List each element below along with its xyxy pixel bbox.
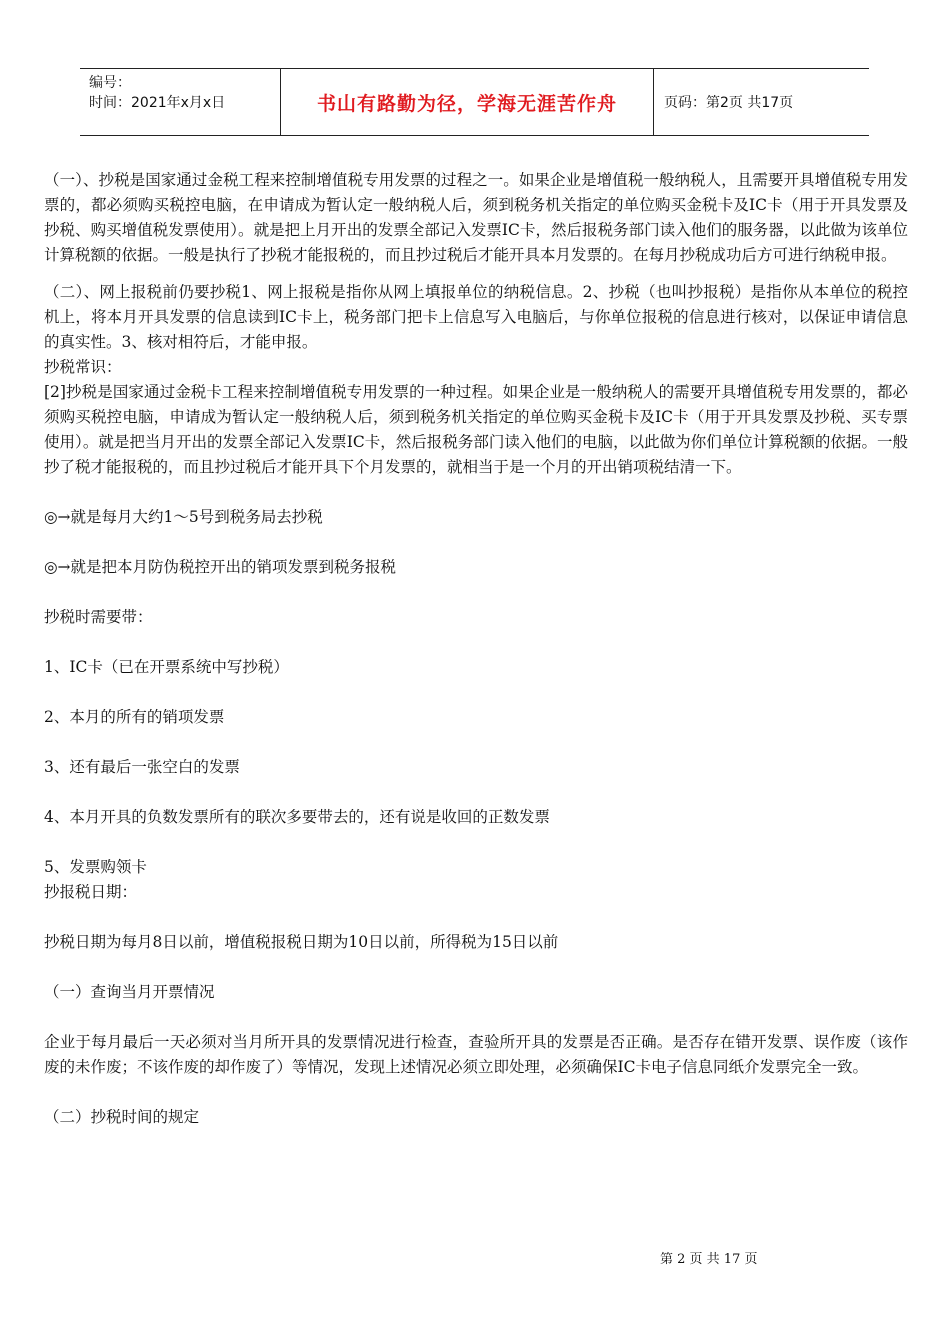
paragraph-bring-heading: 抄税时需要带： <box>44 608 153 626</box>
section-heading-time-rules: （二）抄税时间的规定 <box>44 1108 200 1126</box>
page-footer: 第 2 页 共 17 页 <box>660 1252 758 1267</box>
document-number-label: 编号： <box>89 75 131 91</box>
list-item-3: 3、还有最后一张空白的发票 <box>44 758 240 776</box>
paragraph-date-heading: 抄报税日期： <box>44 883 138 901</box>
document-body <box>44 168 908 1130</box>
header-page-cell <box>654 69 869 135</box>
paragraph-online-tax: （二）、网上报税前仍要抄税1、网上报税是指你从网上填报单位的纳税信息。2、抄税（也叫抄报税）是指你从本单位的税控机上，将本月开具发票的信息读到IC卡上，税务部门把卡上信息写入电脑后，与你单位报税的信息进行核对，以保证申请信息的真实性。3、核对相符后，才能申报。 <box>44 283 908 351</box>
document-date: 时间：2021年x月x日 <box>89 95 226 111</box>
paragraph-check-invoices: 企业于每月最后一天必须对当月所开具的发票情况进行检查，查验所开具的发票是否正确。是否存在错开发票、误作废（该作废的未作废；不该作废的却作废了）等情况，发现上述情况必须立即处理，必须确保IC卡电子信息同纸介发票完全一致。 <box>44 1033 908 1076</box>
section-heading-check-invoices: （一）查询当月开票情况 <box>44 983 215 1001</box>
paragraph-common-knowledge-heading: 抄税常识： <box>44 358 122 376</box>
header-page-info: 页码：第2页 共17页 <box>664 95 794 111</box>
list-item-2: 2、本月的所有的销项发票 <box>44 708 225 726</box>
paragraph-bullet-1: ◎→就是每月大约1～5号到税务局去抄税 <box>44 508 323 526</box>
header-table <box>80 68 869 136</box>
list-item-5: 5、发票购领卡 <box>44 858 147 876</box>
list-item-1: 1、IC卡（已在开票系统中写抄税） <box>44 658 289 676</box>
paragraph-bullet-2: ◎→就是把本月防伪税控开出的销项发票到税务报税 <box>44 558 397 576</box>
header-motto-cell <box>281 69 654 135</box>
paragraph-chaoshui-intro: （一）、抄税是国家通过金税工程来控制增值税专用发票的过程之一。如果企业是增值税一般纳税人，且需要开具增值税专用发票的，都必须购买税控电脑，在申请成为暂认定一般纳税人后，须到税务机关指定的单位购买金税卡及IC卡（用于开具发票及抄税、购买增值税发票使用）。就是把上月开出的发票全部记入发票IC卡，然后报税务部门读入他们的服务器，以此做为该单位计算税额的依据。一般是执行了抄税才能报税的，而且抄过税后才能开具本月发票的。在每月抄税成功后方可进行纳税申报。 <box>44 171 908 264</box>
header-meta-cell <box>80 69 281 135</box>
paragraph-common-knowledge: [2]抄税是国家通过金税卡工程来控制增值税专用发票的一种过程。如果企业是一般纳税人的需要开具增值税专用发票的，都必须购买税控电脑，申请成为暂认定一般纳税人后，须到税务机关指定的单位购买金税卡及IC卡（用于开具发票及抄税、买专票使用）。就是把当月开出的发票全部记入发票IC卡，然后报税务部门读入他们的电脑，以此做为你们单位计算税额的依据。一般抄了税才能报税的，而且抄过税后才能开具下个月发票的，就相当于是一个月的开出销项税结清一下。 <box>44 383 908 476</box>
list-item-4: 4、本月开具的负数发票所有的联次多要带去的，还有说是收回的正数发票 <box>44 808 550 826</box>
header-motto: 书山有路勤为径，学海无涯苦作舟 <box>316 92 617 115</box>
paragraph-dates: 抄税日期为每月8日以前，增值税报税日期为10日以前，所得税为15日以前 <box>44 933 559 951</box>
